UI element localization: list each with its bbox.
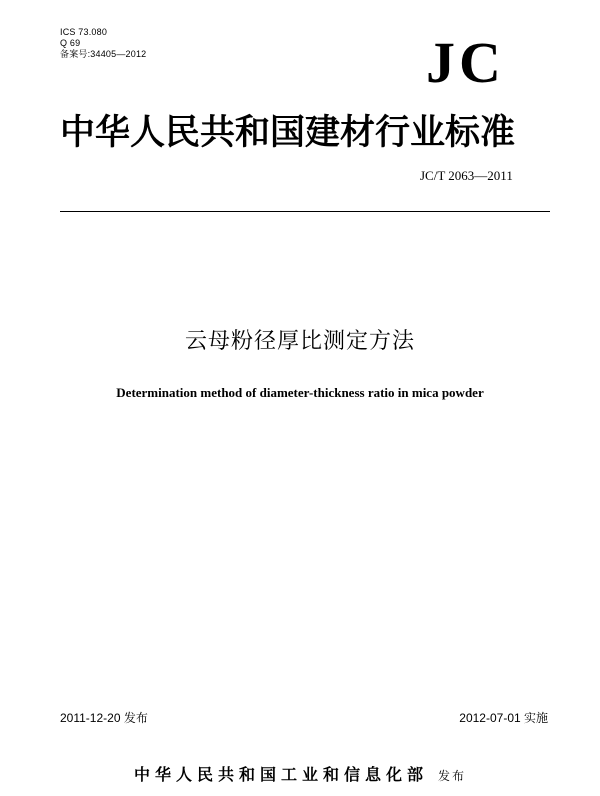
standard-category-title: 中华人民共和国建材行业标准 [60,113,516,153]
publisher-suffix: 发布 [438,769,467,783]
issue-date: 2011-12-20 发布 [60,711,148,725]
classification-block [60,27,146,60]
publisher-line [0,762,600,785]
record-number: 备案号:34405—2012 [60,49,147,59]
header-divider [60,211,550,212]
implementation-date: 2012-07-01 实施 [459,711,548,725]
publisher-name: 中华人民共和国工业和信息化部 [133,765,428,784]
document-title-english: Determination method of diameter-thickness ratio in mica powder [116,385,484,400]
standard-number: JC/T 2063—2011 [420,168,513,183]
ccs-code: Q 69 [60,38,81,48]
jc-logo: JC [426,30,505,95]
document-title-chinese: 云母粉径厚比测定方法 [184,329,415,354]
ics-code: ICS 73.080 [60,27,108,37]
